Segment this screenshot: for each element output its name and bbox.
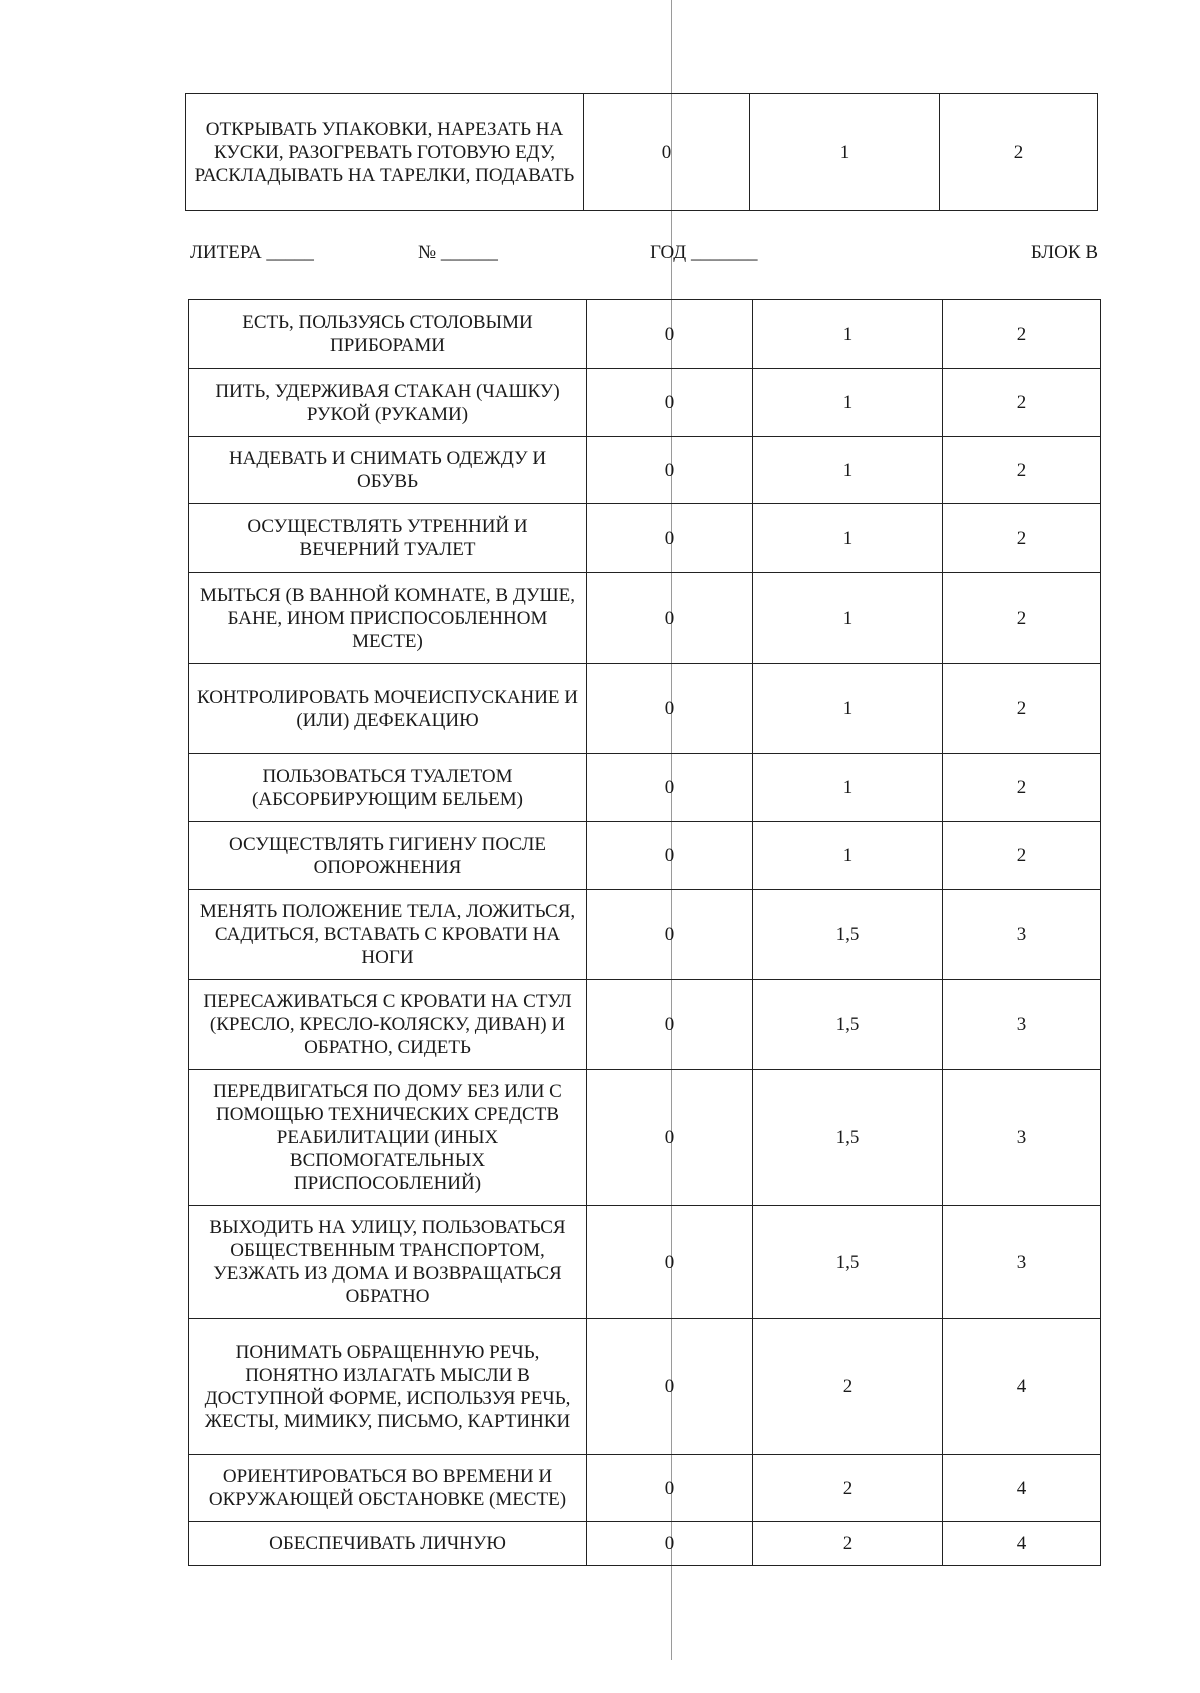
score-cell-1: 2 <box>753 1522 943 1566</box>
activity-description: ПЕРЕДВИГАТЬСЯ ПО ДОМУ БЕЗ ИЛИ С ПОМОЩЬЮ ТЕХНИЧЕСКИХ СРЕДСТВ РЕАБИЛИТАЦИИ (ИНЫХ ВСПОМОГАТЕЛЬНЫХ ПРИСПОСОБЛЕНИЙ) <box>189 1070 587 1206</box>
number-field: № ______ <box>418 242 498 263</box>
score-cell-2: 3 <box>943 1206 1101 1319</box>
activity-description: ПЕРЕСАЖИВАТЬСЯ С КРОВАТИ НА СТУЛ (КРЕСЛО, КРЕСЛО-КОЛЯСКУ, ДИВАН) И ОБРАТНО, СИДЕТЬ <box>189 980 587 1070</box>
score-cell-0: 0 <box>587 1522 753 1566</box>
score-cell-1: 1 <box>753 573 943 664</box>
score-cell-1: 1,5 <box>753 980 943 1070</box>
table-row <box>189 573 1101 664</box>
score-cell-0: 0 <box>587 369 753 437</box>
score-cell-1: 2 <box>753 1319 943 1455</box>
score-cell-2: 4 <box>943 1455 1101 1522</box>
table-row <box>189 754 1101 822</box>
year-field: ГОД _______ <box>650 242 758 263</box>
score-cell-0: 0 <box>587 664 753 754</box>
activity-description: КОНТРОЛИРОВАТЬ МОЧЕИСПУСКАНИЕ И (ИЛИ) ДЕФЕКАЦИЮ <box>189 664 587 754</box>
activity-description: ОРИЕНТИРОВАТЬСЯ ВО ВРЕМЕНИ И ОКРУЖАЮЩЕЙ ОБСТАНОВКЕ (МЕСТЕ) <box>189 1455 587 1522</box>
top-activity-table <box>185 93 1098 211</box>
table-row <box>189 300 1101 369</box>
score-cell-1: 1 <box>750 94 940 211</box>
score-cell-0: 0 <box>587 1070 753 1206</box>
score-cell-2: 2 <box>943 822 1101 890</box>
score-cell-2: 2 <box>943 437 1101 504</box>
score-cell-2: 2 <box>943 504 1101 573</box>
score-cell-2: 2 <box>943 754 1101 822</box>
score-cell-2: 2 <box>940 94 1098 211</box>
table-row <box>189 822 1101 890</box>
score-cell-1: 1 <box>753 300 943 369</box>
score-cell-1: 1,5 <box>753 890 943 980</box>
table-row <box>189 369 1101 437</box>
form-header <box>190 242 1098 270</box>
score-cell-0: 0 <box>587 1455 753 1522</box>
score-cell-2: 2 <box>943 369 1101 437</box>
activity-description: МЫТЬСЯ (В ВАННОЙ КОМНАТЕ, В ДУШЕ, БАНЕ, ИНОМ ПРИСПОСОБЛЕННОМ МЕСТЕ) <box>189 573 587 664</box>
activity-description: ПОЛЬЗОВАТЬСЯ ТУАЛЕТОМ (АБСОРБИРУЮЩИМ БЕЛЬЕМ) <box>189 754 587 822</box>
table-row <box>189 1070 1101 1206</box>
score-cell-2: 3 <box>943 1070 1101 1206</box>
score-cell-1: 1 <box>753 437 943 504</box>
score-cell-0: 0 <box>587 890 753 980</box>
score-cell-1: 1 <box>753 754 943 822</box>
activity-description: МЕНЯТЬ ПОЛОЖЕНИЕ ТЕЛА, ЛОЖИТЬСЯ, САДИТЬСЯ, ВСТАВАТЬ С КРОВАТИ НА НОГИ <box>189 890 587 980</box>
score-cell-0: 0 <box>587 437 753 504</box>
score-cell-2: 4 <box>943 1319 1101 1455</box>
activity-description: ПИТЬ, УДЕРЖИВАЯ СТАКАН (ЧАШКУ) РУКОЙ (РУКАМИ) <box>189 369 587 437</box>
table-row <box>189 504 1101 573</box>
table-row <box>189 1455 1101 1522</box>
score-cell-0: 0 <box>587 300 753 369</box>
score-cell-0: 0 <box>587 822 753 890</box>
table-row <box>189 890 1101 980</box>
table-row <box>189 437 1101 504</box>
score-cell-0: 0 <box>587 1319 753 1455</box>
activity-description: НАДЕВАТЬ И СНИМАТЬ ОДЕЖДУ И ОБУВЬ <box>189 437 587 504</box>
score-cell-1: 1 <box>753 369 943 437</box>
table-row <box>189 1522 1101 1566</box>
activity-description: ОСУЩЕСТВЛЯТЬ ГИГИЕНУ ПОСЛЕ ОПОРОЖНЕНИЯ <box>189 822 587 890</box>
litera-field: ЛИТЕРА _____ <box>190 242 314 263</box>
score-cell-0: 0 <box>587 754 753 822</box>
table-row <box>189 1206 1101 1319</box>
score-cell-0: 0 <box>584 94 750 211</box>
score-cell-2: 2 <box>943 573 1101 664</box>
table-row <box>186 94 1098 211</box>
score-cell-1: 1 <box>753 664 943 754</box>
score-cell-1: 1 <box>753 504 943 573</box>
score-cell-1: 1 <box>753 822 943 890</box>
score-cell-2: 4 <box>943 1522 1101 1566</box>
table-row <box>189 664 1101 754</box>
activities-table <box>188 299 1101 1566</box>
activity-description: ЕСТЬ, ПОЛЬЗУЯСЬ СТОЛОВЫМИ ПРИБОРАМИ <box>189 300 587 369</box>
score-cell-0: 0 <box>587 980 753 1070</box>
score-cell-0: 0 <box>587 504 753 573</box>
score-cell-2: 3 <box>943 980 1101 1070</box>
table-row <box>189 980 1101 1070</box>
score-cell-0: 0 <box>587 1206 753 1319</box>
activity-description: ОСУЩЕСТВЛЯТЬ УТРЕННИЙ И ВЕЧЕРНИЙ ТУАЛЕТ <box>189 504 587 573</box>
activity-description: ВЫХОДИТЬ НА УЛИЦУ, ПОЛЬЗОВАТЬСЯ ОБЩЕСТВЕННЫМ ТРАНСПОРТОМ, УЕЗЖАТЬ ИЗ ДОМА И ВОЗВРАЩАТЬСЯ ОБРАТНО <box>189 1206 587 1319</box>
score-cell-1: 1,5 <box>753 1070 943 1206</box>
score-cell-2: 3 <box>943 890 1101 980</box>
score-cell-2: 2 <box>943 664 1101 754</box>
activity-description: ОБЕСПЕЧИВАТЬ ЛИЧНУЮ <box>189 1522 587 1566</box>
activity-description: ОТКРЫВАТЬ УПАКОВКИ, НАРЕЗАТЬ НА КУСКИ, РАЗОГРЕВАТЬ ГОТОВУЮ ЕДУ, РАСКЛАДЫВАТЬ НА ТАРЕЛКИ, ПОДАВАТЬ <box>186 94 584 211</box>
score-cell-0: 0 <box>587 573 753 664</box>
score-cell-2: 2 <box>943 300 1101 369</box>
block-label: БЛОК В <box>1030 242 1098 263</box>
score-cell-1: 2 <box>753 1455 943 1522</box>
score-cell-1: 1,5 <box>753 1206 943 1319</box>
activity-description: ПОНИМАТЬ ОБРАЩЕННУЮ РЕЧЬ, ПОНЯТНО ИЗЛАГАТЬ МЫСЛИ В ДОСТУПНОЙ ФОРМЕ, ИСПОЛЬЗУЯ РЕЧЬ, ЖЕСТЫ, МИМИКУ, ПИСЬМО, КАРТИНКИ <box>189 1319 587 1455</box>
table-row <box>189 1319 1101 1455</box>
